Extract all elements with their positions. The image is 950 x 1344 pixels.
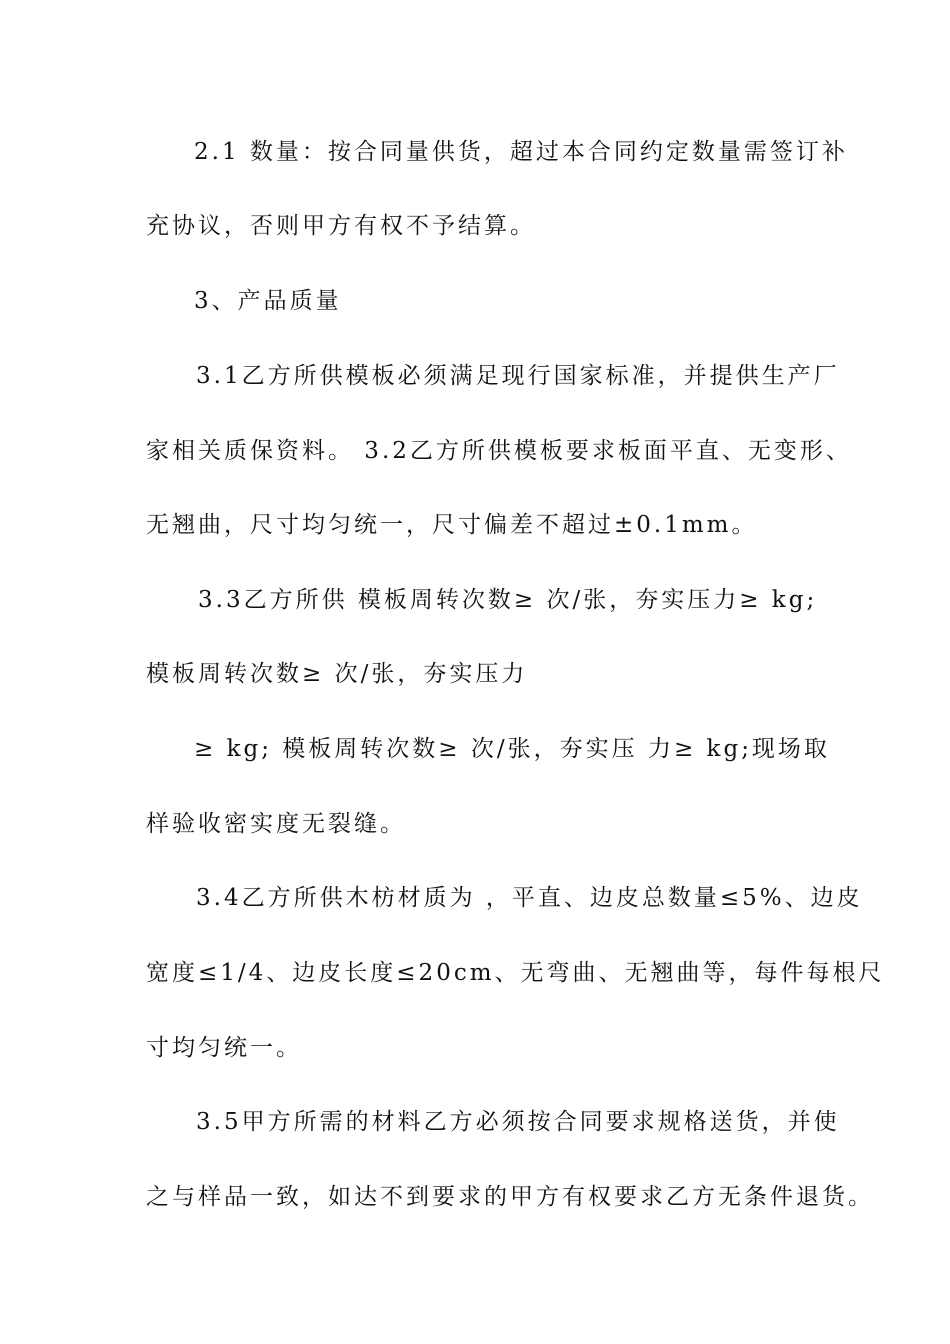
clause-3-2-line-2: 无翘曲，尺寸均匀统一，尺寸偏差不超过±0.1mm。	[146, 512, 758, 538]
section-3-heading: 3、产品质量	[194, 288, 342, 314]
clause-2-1-line-1: 2.1 数量：按合同量供货，超过本合同约定数量需签订补	[194, 139, 848, 165]
clause-3-5-line-1: 3.5甲方所需的材料乙方必须按合同要求规格送货，并使	[196, 1109, 840, 1135]
clause-3-3-line-2: 模板周转次数≥ 次/张，夯实压力	[146, 661, 528, 687]
clause-3-4-line-2: 宽度≤1/4、边皮长度≤20cm、无弯曲、无翘曲等，每件每根尺	[146, 960, 885, 986]
clause-3-3-line-3: ≥ kg; 模板周转次数≥ 次/张，夯实压 力≥ kg;现场取	[194, 736, 830, 762]
clause-3-1-line-2: 家相关质保资料。 3.2乙方所供模板要求板面平直、无变形、	[146, 438, 852, 464]
clause-3-3-line-1: 3.3乙方所供 模板周转次数≥ 次/张，夯实压力≥ kg;	[198, 587, 818, 613]
clause-3-4-line-3: 寸均匀统一。	[146, 1035, 302, 1061]
clause-3-4-line-1: 3.4乙方所供木枋材质为 ，平直、边皮总数量≤5%、边皮	[196, 885, 863, 911]
clause-3-5-line-2: 之与样品一致，如达不到要求的甲方有权要求乙方无条件退货。	[146, 1184, 874, 1210]
clause-2-1-line-2: 充协议，否则甲方有权不予结算。	[146, 213, 536, 239]
clause-3-1-line-1: 3.1乙方所供模板必须满足现行国家标准，并提供生产厂	[196, 363, 840, 389]
clause-3-3-line-4: 样验收密实度无裂缝。	[146, 811, 406, 837]
